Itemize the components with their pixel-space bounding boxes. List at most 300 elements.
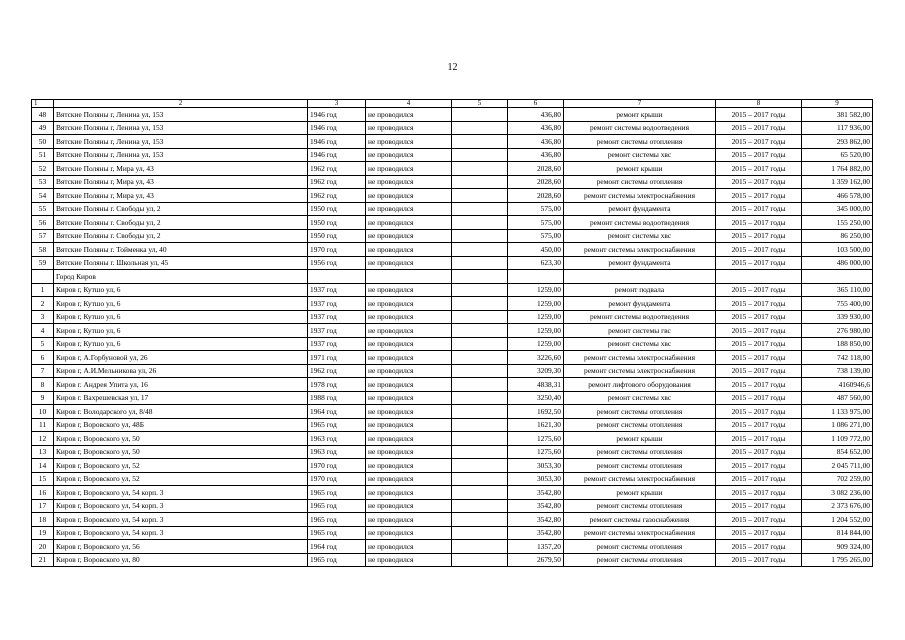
address-cell: Киров г, Воровского ул, 54 корп. 3 (54, 499, 308, 513)
build-year-cell: 1946 год (308, 121, 366, 135)
period-cell: 2015 – 2017 годы (716, 324, 802, 338)
table-row (32, 364, 873, 378)
work-type-cell: ремонт крыши (564, 162, 716, 176)
build-year-cell: 1937 год (308, 324, 366, 338)
column-number: 3 (308, 100, 366, 108)
table-row (32, 459, 873, 473)
table-row (32, 189, 873, 203)
work-type-cell: ремонт системы отопления (564, 418, 716, 432)
build-year-cell: 1965 год (308, 553, 366, 567)
empty-cell (452, 364, 508, 378)
address-cell: Вятские Поляны г, Мира ул, 43 (54, 175, 308, 189)
table-row (32, 418, 873, 432)
cost-cell: 1 764 882,00 (802, 162, 873, 176)
row-number-cell: 2 (32, 297, 54, 311)
empty-cell (452, 513, 508, 527)
area-cell: 1275,60 (508, 445, 564, 459)
empty-cell (452, 310, 508, 324)
empty-cell (716, 270, 802, 284)
cost-cell: 909 324,00 (802, 540, 873, 554)
last-repair-cell: не проводился (366, 189, 452, 203)
cost-cell: 1 204 552,00 (802, 513, 873, 527)
cost-cell: 742 118,00 (802, 351, 873, 365)
period-cell: 2015 – 2017 годы (716, 351, 802, 365)
address-cell: Киров г. Володарского ул, 8/48 (54, 405, 308, 419)
address-cell: Киров г, Кутшо ул, 6 (54, 310, 308, 324)
cost-cell: 2 373 676,00 (802, 499, 873, 513)
build-year-cell: 1962 год (308, 175, 366, 189)
build-year-cell: 1946 год (308, 108, 366, 122)
last-repair-cell: не проводился (366, 364, 452, 378)
period-cell: 2015 – 2017 годы (716, 432, 802, 446)
table-row (32, 310, 873, 324)
table-row (32, 121, 873, 135)
build-year-cell: 1950 год (308, 202, 366, 216)
address-cell: Вятские Поляны г, Ленина ул, 153 (54, 135, 308, 149)
last-repair-cell: не проводился (366, 283, 452, 297)
address-cell: Киров г, А.Горбуновой ул, 26 (54, 351, 308, 365)
table-row (32, 486, 873, 500)
table-row (32, 337, 873, 351)
cost-cell: 1 086 271,00 (802, 418, 873, 432)
period-cell: 2015 – 2017 годы (716, 513, 802, 527)
last-repair-cell: не проводился (366, 310, 452, 324)
build-year-cell: 1946 год (308, 148, 366, 162)
build-year-cell: 1988 год (308, 391, 366, 405)
period-cell: 2015 – 2017 годы (716, 472, 802, 486)
empty-cell (452, 108, 508, 122)
table-row (32, 445, 873, 459)
area-cell: 3542,80 (508, 499, 564, 513)
area-cell: 1275,60 (508, 432, 564, 446)
work-type-cell: ремонт системы отопления (564, 540, 716, 554)
table-row (32, 526, 873, 540)
cost-cell: 755 400,00 (802, 297, 873, 311)
table-row (32, 175, 873, 189)
empty-cell (452, 405, 508, 419)
last-repair-cell: не проводился (366, 324, 452, 338)
empty-cell (452, 540, 508, 554)
empty-cell (308, 270, 366, 284)
row-number-cell: 4 (32, 324, 54, 338)
area-cell: 3053,30 (508, 472, 564, 486)
row-number-cell: 5 (32, 337, 54, 351)
build-year-cell: 1965 год (308, 486, 366, 500)
cost-cell: 2 045 711,00 (802, 459, 873, 473)
cost-cell: 365 110,00 (802, 283, 873, 297)
area-cell: 436,80 (508, 135, 564, 149)
empty-cell (452, 256, 508, 270)
area-cell: 3542,80 (508, 526, 564, 540)
build-year-cell: 1963 год (308, 432, 366, 446)
area-cell: 3226,60 (508, 351, 564, 365)
empty-cell (366, 270, 452, 284)
cost-cell: 86 250,00 (802, 229, 873, 243)
period-cell: 2015 – 2017 годы (716, 243, 802, 257)
row-number-cell: 9 (32, 391, 54, 405)
address-cell: Вятские Поляны г. Школьная ул, 45 (54, 256, 308, 270)
period-cell: 2015 – 2017 годы (716, 162, 802, 176)
row-number-cell: 17 (32, 499, 54, 513)
table-row (32, 553, 873, 567)
work-type-cell: ремонт фундамента (564, 297, 716, 311)
table-row (32, 148, 873, 162)
work-type-cell: ремонт системы отопления (564, 499, 716, 513)
work-type-cell: ремонт системы хвс (564, 148, 716, 162)
area-cell: 436,80 (508, 108, 564, 122)
address-cell: Киров г, Воровского ул, 54 корп. 3 (54, 486, 308, 500)
period-cell: 2015 – 2017 годы (716, 216, 802, 230)
cost-cell: 486 000,00 (802, 256, 873, 270)
work-type-cell: ремонт системы электроснабжения (564, 351, 716, 365)
row-number-cell: 50 (32, 135, 54, 149)
empty-cell (452, 297, 508, 311)
row-number-cell: 6 (32, 351, 54, 365)
work-type-cell: ремонт лифтового оборудования (564, 378, 716, 392)
build-year-cell: 1965 год (308, 418, 366, 432)
work-type-cell: ремонт фундамента (564, 202, 716, 216)
area-cell: 575,00 (508, 202, 564, 216)
table-row (32, 472, 873, 486)
period-cell: 2015 – 2017 годы (716, 378, 802, 392)
table-row (32, 540, 873, 554)
work-type-cell: ремонт системы гвс (564, 324, 716, 338)
address-cell: Киров г. Андрея Упита ул, 16 (54, 378, 308, 392)
area-cell: 436,80 (508, 148, 564, 162)
cost-cell: 339 930,00 (802, 310, 873, 324)
work-type-cell: ремонт системы отопления (564, 459, 716, 473)
cost-cell: 1 359 162,00 (802, 175, 873, 189)
work-type-cell: ремонт системы электроснабжения (564, 189, 716, 203)
empty-cell (452, 553, 508, 567)
area-cell: 1692,50 (508, 405, 564, 419)
area-cell: 1259,00 (508, 337, 564, 351)
empty-cell (452, 526, 508, 540)
section-row (32, 270, 873, 284)
period-cell: 2015 – 2017 годы (716, 364, 802, 378)
area-cell: 4838,31 (508, 378, 564, 392)
column-number: 7 (564, 100, 716, 108)
empty-cell (452, 148, 508, 162)
build-year-cell: 1963 год (308, 445, 366, 459)
build-year-cell: 1970 год (308, 472, 366, 486)
address-cell: Киров г, Воровского ул, 48Б (54, 418, 308, 432)
period-cell: 2015 – 2017 годы (716, 540, 802, 554)
column-number: 6 (508, 100, 564, 108)
period-cell: 2015 – 2017 годы (716, 553, 802, 567)
area-cell: 1259,00 (508, 283, 564, 297)
period-cell: 2015 – 2017 годы (716, 445, 802, 459)
last-repair-cell: не проводился (366, 526, 452, 540)
period-cell: 2015 – 2017 годы (716, 256, 802, 270)
period-cell: 2015 – 2017 годы (716, 175, 802, 189)
period-cell: 2015 – 2017 годы (716, 526, 802, 540)
area-cell: 3542,80 (508, 486, 564, 500)
address-cell: Киров г, Кутшо ул, 6 (54, 324, 308, 338)
work-type-cell: ремонт системы электроснабжения (564, 364, 716, 378)
table-row (32, 378, 873, 392)
row-number-cell: 16 (32, 486, 54, 500)
work-type-cell: ремонт крыши (564, 432, 716, 446)
cost-cell: 1 109 772,00 (802, 432, 873, 446)
build-year-cell: 1970 год (308, 243, 366, 257)
row-number-cell: 55 (32, 202, 54, 216)
empty-cell (452, 243, 508, 257)
empty-cell (452, 216, 508, 230)
area-cell: 575,00 (508, 229, 564, 243)
work-type-cell: ремонт системы электроснабжения (564, 472, 716, 486)
row-number-cell: 52 (32, 162, 54, 176)
cost-cell: 65 520,00 (802, 148, 873, 162)
cost-cell: 487 560,00 (802, 391, 873, 405)
table-row (32, 256, 873, 270)
build-year-cell: 1956 год (308, 256, 366, 270)
area-cell: 1621,30 (508, 418, 564, 432)
empty-cell (32, 270, 54, 284)
table-row (32, 135, 873, 149)
column-number: 1 (32, 100, 54, 108)
last-repair-cell: не проводился (366, 108, 452, 122)
area-cell: 2028,60 (508, 189, 564, 203)
cost-cell: 381 582,00 (802, 108, 873, 122)
build-year-cell: 1937 год (308, 337, 366, 351)
build-year-cell: 1962 год (308, 364, 366, 378)
period-cell: 2015 – 2017 годы (716, 297, 802, 311)
row-number-cell: 1 (32, 283, 54, 297)
area-cell: 575,00 (508, 216, 564, 230)
build-year-cell: 1965 год (308, 526, 366, 540)
work-type-cell: ремонт системы отопления (564, 445, 716, 459)
column-number: 8 (716, 100, 802, 108)
area-cell: 450,00 (508, 243, 564, 257)
empty-cell (452, 229, 508, 243)
empty-cell (508, 270, 564, 284)
address-cell: Киров г, Воровского ул, 52 (54, 472, 308, 486)
work-type-cell: ремонт системы отопления (564, 135, 716, 149)
build-year-cell: 1937 год (308, 310, 366, 324)
build-year-cell: 1937 год (308, 283, 366, 297)
section-title: Город Киров (54, 270, 308, 284)
area-cell: 2028,60 (508, 175, 564, 189)
period-cell: 2015 – 2017 годы (716, 108, 802, 122)
repair-program-table (31, 99, 873, 567)
cost-cell: 293 862,00 (802, 135, 873, 149)
last-repair-cell: не проводился (366, 418, 452, 432)
column-number: 2 (54, 100, 308, 108)
address-cell: Вятские Поляны г. Свободы ул, 2 (54, 216, 308, 230)
cost-cell: 276 980,00 (802, 324, 873, 338)
cost-cell: 103 500,00 (802, 243, 873, 257)
work-type-cell: ремонт системы хвс (564, 337, 716, 351)
last-repair-cell: не проводился (366, 432, 452, 446)
build-year-cell: 1970 год (308, 459, 366, 473)
row-number-cell: 59 (32, 256, 54, 270)
area-cell: 2028,60 (508, 162, 564, 176)
empty-cell (452, 351, 508, 365)
empty-cell (452, 459, 508, 473)
address-cell: Киров г, Воровского ул, 80 (54, 553, 308, 567)
empty-cell (452, 162, 508, 176)
last-repair-cell: не проводился (366, 553, 452, 567)
build-year-cell: 1965 год (308, 513, 366, 527)
last-repair-cell: не проводился (366, 243, 452, 257)
last-repair-cell: не проводился (366, 405, 452, 419)
build-year-cell: 1964 год (308, 540, 366, 554)
table-row (32, 351, 873, 365)
cost-cell: 4160946,6 (802, 378, 873, 392)
address-cell: Киров г, Воровского ул, 52 (54, 459, 308, 473)
empty-cell (452, 121, 508, 135)
row-number-cell: 56 (32, 216, 54, 230)
address-cell: Киров г, Воровского ул, 56 (54, 540, 308, 554)
table-row (32, 202, 873, 216)
address-cell: Киров г, А.И.Мельникова ул, 26 (54, 364, 308, 378)
build-year-cell: 1965 год (308, 499, 366, 513)
work-type-cell: ремонт системы электроснабжения (564, 243, 716, 257)
build-year-cell: 1946 год (308, 135, 366, 149)
cost-cell: 702 259,00 (802, 472, 873, 486)
work-type-cell: ремонт подвала (564, 283, 716, 297)
row-number-cell: 51 (32, 148, 54, 162)
cost-cell: 466 578,00 (802, 189, 873, 203)
empty-cell (452, 472, 508, 486)
address-cell: Вятские Поляны г. Свободы ул, 2 (54, 229, 308, 243)
period-cell: 2015 – 2017 годы (716, 148, 802, 162)
period-cell: 2015 – 2017 годы (716, 135, 802, 149)
last-repair-cell: не проводился (366, 378, 452, 392)
build-year-cell: 1962 год (308, 162, 366, 176)
last-repair-cell: не проводился (366, 351, 452, 365)
row-number-cell: 7 (32, 364, 54, 378)
last-repair-cell: не проводился (366, 148, 452, 162)
empty-cell (452, 418, 508, 432)
address-cell: Вятские Поляны г, Ленина ул, 153 (54, 108, 308, 122)
table-row (32, 513, 873, 527)
row-number-cell: 14 (32, 459, 54, 473)
period-cell: 2015 – 2017 годы (716, 202, 802, 216)
row-number-cell: 54 (32, 189, 54, 203)
row-number-cell: 21 (32, 553, 54, 567)
table-row (32, 324, 873, 338)
area-cell: 3250,40 (508, 391, 564, 405)
column-number: 4 (366, 100, 452, 108)
period-cell: 2015 – 2017 годы (716, 486, 802, 500)
last-repair-cell: не проводился (366, 459, 452, 473)
build-year-cell: 1971 год (308, 351, 366, 365)
address-cell: Киров г, Кутшо ул, 6 (54, 297, 308, 311)
work-type-cell: ремонт крыши (564, 108, 716, 122)
column-number: 5 (452, 100, 508, 108)
work-type-cell: ремонт крыши (564, 486, 716, 500)
row-number-cell: 10 (32, 405, 54, 419)
last-repair-cell: не проводился (366, 229, 452, 243)
cost-cell: 188 850,00 (802, 337, 873, 351)
cost-cell: 1 133 975,00 (802, 405, 873, 419)
work-type-cell: ремонт системы водоотведения (564, 121, 716, 135)
last-repair-cell: не проводился (366, 486, 452, 500)
table-row (32, 108, 873, 122)
row-number-cell: 13 (32, 445, 54, 459)
table-row (32, 162, 873, 176)
area-cell: 1259,00 (508, 297, 564, 311)
last-repair-cell: не проводился (366, 472, 452, 486)
cost-cell: 738 139,00 (802, 364, 873, 378)
address-cell: Вятские Поляны г. Свободы ул, 2 (54, 202, 308, 216)
row-number-cell: 15 (32, 472, 54, 486)
last-repair-cell: не проводился (366, 391, 452, 405)
empty-cell (452, 270, 508, 284)
cost-cell: 1 795 265,00 (802, 553, 873, 567)
empty-cell (452, 391, 508, 405)
work-type-cell: ремонт системы хвс (564, 229, 716, 243)
area-cell: 3053,30 (508, 459, 564, 473)
area-cell: 436,80 (508, 121, 564, 135)
address-cell: Вятские Поляны г, Мира ул, 43 (54, 189, 308, 203)
work-type-cell: ремонт системы газоснабжения (564, 513, 716, 527)
address-cell: Киров г, Воровского ул, 50 (54, 445, 308, 459)
last-repair-cell: не проводился (366, 202, 452, 216)
cost-cell: 345 000,00 (802, 202, 873, 216)
address-cell: Киров г, Воровского ул, 54 корп. 3 (54, 513, 308, 527)
table-row (32, 499, 873, 513)
last-repair-cell: не проводился (366, 216, 452, 230)
work-type-cell: ремонт системы водоотведения (564, 310, 716, 324)
build-year-cell: 1964 год (308, 405, 366, 419)
area-cell: 2679,50 (508, 553, 564, 567)
row-number-cell: 8 (32, 378, 54, 392)
empty-cell (802, 270, 873, 284)
address-cell: Вятские Поляны г. Тойменка ул, 40 (54, 243, 308, 257)
period-cell: 2015 – 2017 годы (716, 189, 802, 203)
period-cell: 2015 – 2017 годы (716, 499, 802, 513)
address-cell: Вятские Поляны г, Ленина ул, 153 (54, 148, 308, 162)
row-number-cell: 19 (32, 526, 54, 540)
last-repair-cell: не проводился (366, 445, 452, 459)
cost-cell: 854 652,00 (802, 445, 873, 459)
address-cell: Киров г, Воровского ул, 50 (54, 432, 308, 446)
row-number-cell: 57 (32, 229, 54, 243)
address-cell: Киров г. Вахрешевская ул, 17 (54, 391, 308, 405)
empty-cell (452, 189, 508, 203)
row-number-cell: 20 (32, 540, 54, 554)
table-row (32, 432, 873, 446)
address-cell: Киров г, Кутшо ул, 6 (54, 337, 308, 351)
last-repair-cell: не проводился (366, 540, 452, 554)
empty-cell (452, 283, 508, 297)
area-cell: 3542,80 (508, 513, 564, 527)
work-type-cell: ремонт системы отопления (564, 553, 716, 567)
table-row (32, 216, 873, 230)
work-type-cell: ремонт системы водоотведения (564, 216, 716, 230)
period-cell: 2015 – 2017 годы (716, 418, 802, 432)
last-repair-cell: не проводился (366, 297, 452, 311)
row-number-cell: 58 (32, 243, 54, 257)
period-cell: 2015 – 2017 годы (716, 121, 802, 135)
period-cell: 2015 – 2017 годы (716, 391, 802, 405)
cost-cell: 155 250,00 (802, 216, 873, 230)
last-repair-cell: не проводился (366, 135, 452, 149)
last-repair-cell: не проводился (366, 121, 452, 135)
row-number-cell: 53 (32, 175, 54, 189)
last-repair-cell: не проводился (366, 513, 452, 527)
empty-cell (452, 499, 508, 513)
empty-cell (452, 445, 508, 459)
address-cell: Киров г, Воровского ул, 54 корп. 3 (54, 526, 308, 540)
empty-cell (452, 432, 508, 446)
last-repair-cell: не проводился (366, 256, 452, 270)
address-cell: Киров г, Кутшо ул, 6 (54, 283, 308, 297)
address-cell: Вятские Поляны г, Мира ул, 43 (54, 162, 308, 176)
